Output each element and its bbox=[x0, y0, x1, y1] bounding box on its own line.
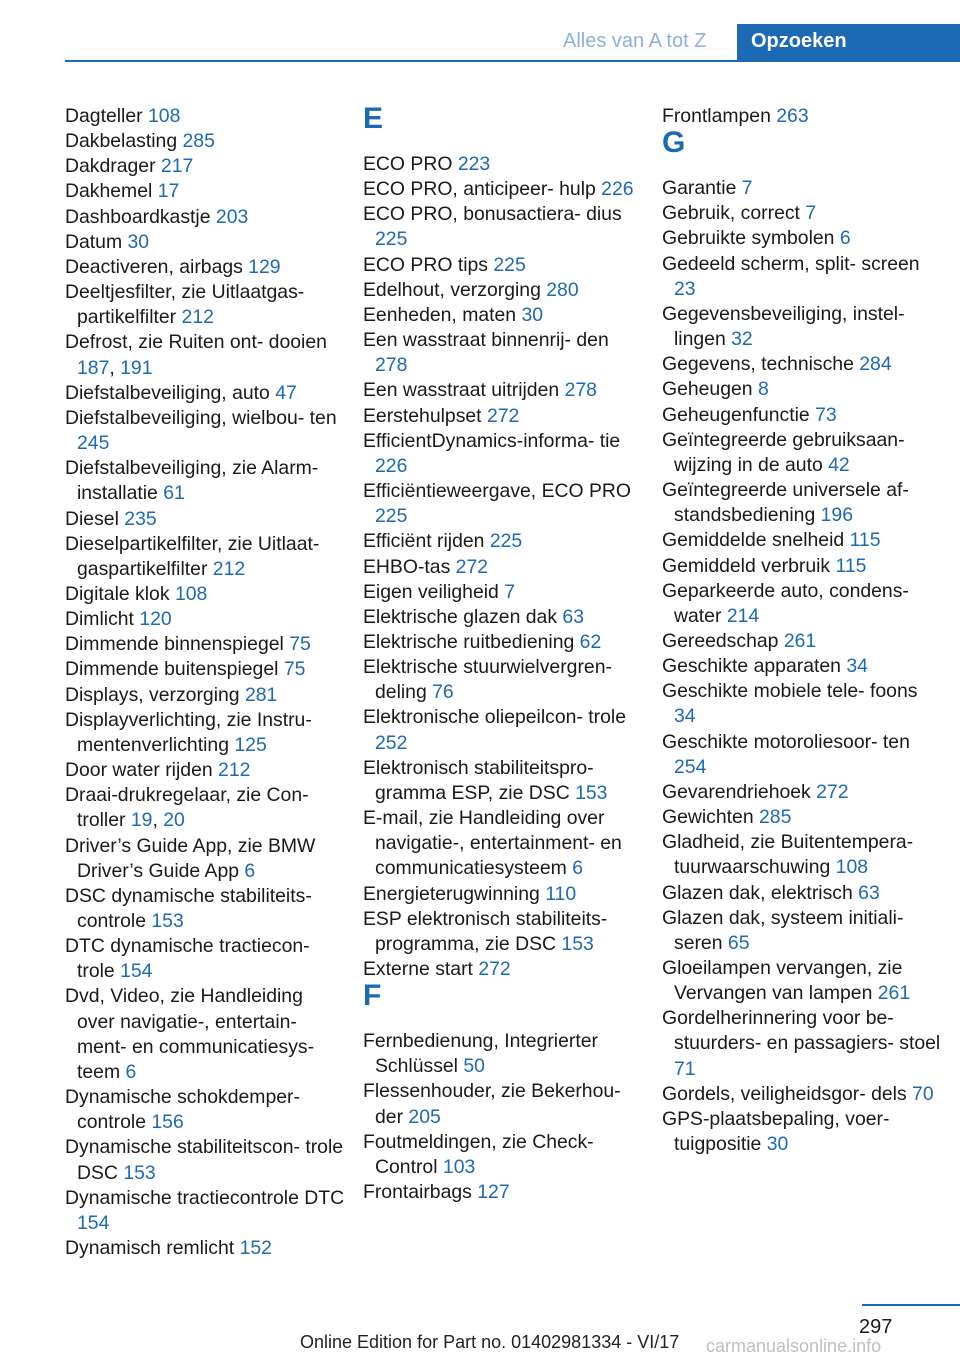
index-entry bbox=[363, 253, 643, 278]
entry-text: Geparkeerde auto, condens‐ water bbox=[662, 579, 909, 627]
entry-text: Gevarendriehoek bbox=[662, 780, 817, 803]
page-link[interactable]: 235 bbox=[124, 507, 157, 530]
page-link[interactable]: 63 bbox=[562, 605, 584, 628]
entry-text: Dimlicht bbox=[65, 608, 140, 631]
page-link[interactable]: 7 bbox=[805, 202, 817, 225]
index-entry bbox=[662, 302, 942, 352]
page-link[interactable]: 75 bbox=[283, 658, 306, 681]
page-link[interactable]: 61 bbox=[163, 482, 185, 505]
index-entry bbox=[65, 607, 345, 632]
entry-text: Efficiëntieweergave, ECO PRO bbox=[363, 480, 631, 503]
page-link[interactable]: 30 bbox=[127, 230, 150, 253]
index-entry bbox=[363, 378, 643, 403]
entry-text: Displays, verzorging bbox=[65, 683, 245, 706]
index-entry bbox=[662, 403, 942, 428]
page-number: 297 bbox=[859, 1316, 893, 1338]
entry-text: Geïntegreerde gebruiksaan‐ wijzing in de auto bbox=[662, 428, 905, 476]
page-link[interactable]: 278 bbox=[564, 379, 597, 402]
entry-text: Dashboardkastje bbox=[65, 205, 216, 228]
index-column-2 bbox=[363, 104, 643, 1205]
index-entry bbox=[363, 1130, 643, 1180]
entry-text: E-mail, zie Handleiding over navigatie-, entertainment- en communicatiesysteem bbox=[363, 807, 622, 880]
page-link[interactable]: 30 bbox=[766, 1133, 789, 1156]
index-entry bbox=[65, 758, 345, 783]
entry-text: DSC dynamische stabiliteits‐ controle bbox=[65, 884, 312, 932]
index-entry bbox=[65, 632, 345, 657]
entry-text: Dynamisch remlicht bbox=[65, 1237, 240, 1260]
index-column-3 bbox=[662, 104, 942, 1157]
index-entry bbox=[65, 934, 345, 984]
entry-text: Dieselpartikelfilter, zie Uitlaat‐ gaspartikelfilter bbox=[65, 532, 320, 580]
entry-text: Elektronisch stabiliteitspro‐ gramma ESP, zie DSC bbox=[363, 756, 594, 804]
entry-text: Elektrische ruitbediening bbox=[363, 630, 580, 653]
page-link[interactable]: 153 bbox=[151, 910, 184, 932]
section-letter: E bbox=[363, 102, 384, 135]
page-link[interactable]: 153 bbox=[575, 781, 608, 804]
entry-text: Fernbedienung, Integrierter Schlüssel bbox=[363, 1030, 598, 1078]
page-link[interactable]: 261 bbox=[877, 982, 911, 1005]
page-link[interactable]: 272 bbox=[816, 780, 849, 803]
page-link[interactable]: 127 bbox=[477, 1181, 510, 1204]
index-entry bbox=[363, 404, 643, 429]
entry-text: Foutmeldingen, zie Check- Control bbox=[363, 1130, 594, 1178]
page-link[interactable]: 153 bbox=[123, 1161, 156, 1184]
entry-text: ECO PRO bbox=[363, 153, 458, 175]
page-link[interactable]: 6 bbox=[125, 1060, 137, 1083]
index-entry bbox=[662, 679, 942, 729]
page-link[interactable]: 252 bbox=[375, 731, 408, 754]
entry-text: Driver’s Guide App, zie BMW Driver’s Guide App bbox=[65, 834, 316, 882]
entry-text: Eenheden, maten bbox=[363, 303, 522, 326]
index-entry bbox=[65, 834, 345, 884]
index-entry bbox=[65, 683, 345, 708]
page-link[interactable]: 42 bbox=[828, 453, 850, 476]
index-entry bbox=[363, 278, 643, 303]
index-entry bbox=[65, 179, 345, 204]
entry-text: Dvd, Video, zie Handleiding over navigatie-, entertain‐ ment- en communicatiesys‐ teem bbox=[65, 985, 315, 1083]
page-link[interactable]: 129 bbox=[248, 255, 281, 278]
index-entry bbox=[65, 657, 345, 682]
index-entry bbox=[363, 529, 643, 554]
page-link[interactable]: 272 bbox=[455, 555, 489, 578]
watermark: carmanualsonline.info bbox=[706, 1336, 882, 1356]
entry-text: Draai-drukregelaar, zie Con‐ troller bbox=[65, 784, 309, 832]
index-entry bbox=[363, 580, 643, 605]
entry-text: Dimmende buitenspiegel bbox=[65, 658, 284, 681]
entry-text: EfficientDynamics-informa‐ tie bbox=[363, 429, 621, 452]
index-entry bbox=[662, 780, 942, 805]
index-entry bbox=[363, 806, 643, 881]
index-entry bbox=[662, 805, 942, 830]
index-entry bbox=[662, 629, 942, 654]
tab-section-title[interactable]: Alles van A tot Z bbox=[563, 30, 707, 52]
entry-text: Deeltjesfilter, zie Uitlaatgas‐ partikelfilter bbox=[65, 281, 305, 329]
entry-text: ECO PRO tips bbox=[363, 253, 494, 276]
entry-text: Flessenhouder, zie Bekerhou‐ der bbox=[363, 1080, 621, 1128]
page-link[interactable]: 284 bbox=[859, 353, 892, 376]
entry-text: Gegevens, technische bbox=[662, 353, 860, 376]
index-entry bbox=[65, 582, 345, 607]
page-link[interactable]: 47 bbox=[275, 381, 297, 404]
entry-text: Een wasstraat binnenrij‐ den bbox=[363, 329, 609, 352]
entry-text: Gladheid, zie Buitentempera‐ tuurwaarschuwing bbox=[662, 831, 914, 879]
index-entry bbox=[65, 230, 345, 255]
index-entry bbox=[363, 479, 643, 529]
entry-text: Gereedschap bbox=[662, 629, 784, 652]
entry-text: Gloeilampen vervangen, zie Vervangen van lampen bbox=[662, 957, 903, 1005]
entry-text: Geschikte motoroliesoor‐ ten bbox=[662, 730, 910, 753]
page-link[interactable]: 154 bbox=[77, 1211, 110, 1234]
page-link[interactable]: 225 bbox=[375, 228, 408, 251]
index-entry bbox=[662, 226, 942, 251]
entry-text: Datum bbox=[65, 230, 128, 253]
index-entry bbox=[363, 1029, 643, 1079]
page-link[interactable]: 153 bbox=[561, 932, 594, 955]
index-entry bbox=[662, 528, 942, 553]
section-letter: G bbox=[662, 126, 686, 160]
entry-text: Gebruikte symbolen bbox=[662, 227, 840, 250]
entry-text: GPS-plaatsbepaling, voer‐ tuigpositie bbox=[662, 1107, 890, 1156]
page-link[interactable]: 115 bbox=[849, 529, 881, 552]
entry-text: Glazen dak, elektrisch bbox=[662, 881, 859, 904]
index-entry bbox=[363, 756, 643, 806]
page-link[interactable]: 73 bbox=[815, 403, 837, 426]
page-link[interactable]: 120 bbox=[139, 608, 172, 631]
page-link[interactable]: 17 bbox=[157, 180, 180, 203]
entry-text: Dynamische tractiecontrole DTC bbox=[65, 1186, 345, 1209]
entry-text: Edelhout, verzorging bbox=[363, 278, 547, 301]
entry-text: Externe start bbox=[363, 958, 479, 980]
page-link[interactable]: 6 bbox=[572, 857, 583, 880]
entry-text: Dakhemel bbox=[65, 180, 158, 203]
page-link[interactable]: 34 bbox=[846, 655, 868, 678]
entry-text: DTC dynamische tractiecon‐ trole bbox=[65, 935, 310, 983]
index-entry bbox=[662, 1107, 942, 1157]
index-entry bbox=[65, 129, 345, 154]
index-entry bbox=[65, 1186, 345, 1236]
entry-text: Defrost, zie Ruiten ont‐ dooien bbox=[65, 331, 327, 354]
footer-rule bbox=[862, 1304, 960, 1306]
index-entry bbox=[65, 1085, 345, 1135]
entry-text: Frontairbags bbox=[363, 1181, 478, 1204]
index-entry bbox=[65, 708, 345, 758]
page-link[interactable]: 156 bbox=[151, 1111, 184, 1134]
index-entry bbox=[662, 1006, 942, 1081]
entry-text: Gedeeld scherm, split‐ screen bbox=[662, 252, 920, 275]
page-link[interactable]: 212 bbox=[181, 306, 214, 329]
page-link[interactable]: 152 bbox=[239, 1237, 272, 1260]
index-entry bbox=[662, 352, 942, 377]
entry-text: Dakbelasting bbox=[65, 130, 183, 153]
entry-text: Deactiveren, airbags bbox=[65, 255, 249, 278]
page-link[interactable]: 280 bbox=[546, 278, 579, 301]
entry-text: Diesel bbox=[65, 507, 125, 530]
page-link[interactable]: 245 bbox=[77, 432, 110, 455]
page-link[interactable]: 254 bbox=[674, 755, 707, 778]
entry-text: Diefstalbeveiliging, zie Alarm‐ installatie bbox=[65, 457, 319, 505]
index-entry bbox=[662, 830, 942, 880]
entry-text: Dagteller bbox=[65, 105, 148, 127]
page-link[interactable]: 75 bbox=[289, 633, 311, 656]
index-entry bbox=[65, 205, 345, 230]
entry-text: Garantie bbox=[662, 177, 742, 200]
page-link[interactable]: 285 bbox=[182, 130, 215, 153]
index-entry bbox=[662, 730, 942, 780]
page-link[interactable]: 214 bbox=[726, 604, 760, 627]
index-entry bbox=[65, 330, 345, 380]
entry-text: ECO PRO, bonusactiera‐ dius bbox=[363, 203, 622, 226]
page-link[interactable]: 8 bbox=[757, 378, 769, 401]
entry-text: Gebruik, correct bbox=[662, 202, 806, 225]
entry-text: Dimmende binnenspiegel bbox=[65, 633, 290, 656]
index-entry bbox=[363, 177, 643, 202]
index-entry bbox=[65, 1236, 345, 1261]
index-entry bbox=[662, 1082, 942, 1107]
page-link[interactable]: 125 bbox=[234, 733, 267, 756]
page-link[interactable]: 263 bbox=[776, 105, 809, 127]
page-link[interactable]: 285 bbox=[759, 806, 792, 829]
entry-text: Geschikte apparaten bbox=[662, 655, 847, 678]
index-entry bbox=[65, 104, 345, 129]
entry-text: Elektrische glazen dak bbox=[363, 605, 563, 628]
entry-text: Diefstalbeveiliging, wielbou‐ ten bbox=[65, 406, 337, 429]
index-entry bbox=[65, 255, 345, 280]
index-entry bbox=[662, 377, 942, 402]
page-link[interactable]: 205 bbox=[408, 1105, 441, 1128]
entry-text: EHBO-tas bbox=[363, 555, 456, 578]
entry-text: Een wasstraat uitrijden bbox=[363, 379, 565, 402]
index-entry bbox=[363, 1079, 643, 1129]
page-link[interactable]: 6 bbox=[244, 859, 256, 882]
entry-text: Energieterugwinning bbox=[363, 882, 546, 905]
page-link[interactable]: 50 bbox=[463, 1055, 485, 1078]
entry-text: Door water rijden bbox=[65, 759, 219, 782]
entry-text: Diefstalbeveiliging, auto bbox=[65, 381, 276, 404]
entry-text: , bbox=[152, 809, 164, 832]
index-entry bbox=[662, 176, 942, 201]
page-link[interactable]: 225 bbox=[493, 253, 526, 276]
entry-text: ECO PRO, anticipeer‐ hulp bbox=[363, 178, 602, 201]
index-entry bbox=[662, 201, 942, 226]
page-link[interactable]: 278 bbox=[375, 354, 408, 377]
index-entry bbox=[65, 456, 345, 506]
entry-text: Geheugen bbox=[662, 378, 758, 401]
index-entry bbox=[363, 429, 643, 479]
index-entry bbox=[363, 907, 643, 957]
page-link[interactable]: 272 bbox=[478, 958, 511, 980]
page-link[interactable]: 65 bbox=[727, 931, 750, 954]
entry-text: Dakdrager bbox=[65, 155, 161, 178]
entry-text: Geheugenfunctie bbox=[662, 403, 816, 426]
entry-text: Elektrische stuurwielvergren‐ deling bbox=[363, 656, 612, 704]
page-link[interactable]: 76 bbox=[432, 681, 454, 704]
entry-text: Gewichten bbox=[662, 806, 760, 829]
index-entry bbox=[662, 554, 942, 579]
page-link[interactable]: 20 bbox=[163, 809, 185, 832]
entry-text: Displayverlichting, zie Instru‐ mentenverlichting bbox=[65, 708, 312, 756]
entry-text: Dynamische stabiliteitscon‐ trole DSC bbox=[65, 1136, 344, 1184]
index-entry bbox=[65, 532, 345, 582]
page-link[interactable]: 62 bbox=[579, 630, 602, 653]
entry-text: Digitale klok bbox=[65, 582, 175, 605]
index-entry bbox=[65, 1135, 345, 1185]
entry-text: Elektronische oliepeilcon‐ trole bbox=[363, 706, 626, 729]
entry-text: Gordelherinnering voor be‐ stuurders- en passagiers‐ stoel bbox=[662, 1007, 941, 1055]
page-link[interactable]: 196 bbox=[820, 504, 853, 527]
entry-text: Gegevensbeveiliging, instel‐ lingen bbox=[662, 302, 905, 351]
entry-text: Geschikte mobiele tele‐ foons bbox=[662, 680, 918, 703]
page-link[interactable]: 203 bbox=[215, 205, 249, 228]
index-entry bbox=[662, 906, 942, 956]
page-link[interactable]: 191 bbox=[120, 356, 153, 379]
entry-text: Eigen veiligheid bbox=[363, 580, 505, 603]
index-entry bbox=[363, 152, 643, 177]
index-entry bbox=[363, 882, 643, 907]
index-entry bbox=[363, 555, 643, 580]
page-link[interactable]: 217 bbox=[160, 155, 194, 178]
index-entry bbox=[662, 881, 942, 906]
index-entry bbox=[65, 884, 345, 934]
page-link[interactable]: 212 bbox=[218, 759, 251, 782]
entry-text: Geïntegreerde universele af‐ standsbediening bbox=[662, 479, 909, 527]
index-entry bbox=[662, 428, 942, 478]
index-entry bbox=[363, 605, 643, 630]
page-link[interactable]: 281 bbox=[244, 683, 278, 706]
entry-text: Gemiddelde snelheid bbox=[662, 529, 850, 552]
page-link[interactable]: 154 bbox=[120, 960, 153, 983]
index-entry bbox=[662, 956, 942, 1006]
page-link[interactable]: 108 bbox=[174, 582, 208, 605]
index-column-1 bbox=[65, 104, 345, 1261]
index-entry bbox=[65, 984, 345, 1085]
page-link[interactable]: 6 bbox=[839, 227, 851, 250]
index-entry bbox=[662, 478, 942, 528]
index-entry bbox=[363, 328, 643, 378]
index-entry bbox=[363, 202, 643, 252]
page-link[interactable]: 212 bbox=[212, 557, 246, 580]
index-entry bbox=[363, 1180, 643, 1205]
entry-text: ESP elektronisch stabiliteits‐ programma, zie DSC bbox=[363, 907, 608, 955]
page-link[interactable]: 272 bbox=[486, 404, 520, 427]
edition-note: Online Edition for Part no. 01402981334 - VI/17 bbox=[300, 1332, 680, 1352]
index-entry bbox=[363, 705, 643, 755]
page-link[interactable]: 226 bbox=[375, 454, 408, 477]
entry-text: Gordels, veiligheidsgor‐ dels bbox=[662, 1082, 913, 1105]
index-entry bbox=[662, 579, 942, 629]
page-link[interactable]: 223 bbox=[457, 153, 491, 175]
page-link[interactable]: 110 bbox=[545, 882, 577, 905]
index-entry bbox=[65, 783, 345, 833]
page-link[interactable]: 225 bbox=[375, 505, 408, 528]
page-link[interactable]: 108 bbox=[835, 856, 869, 879]
page-link[interactable]: 34 bbox=[674, 705, 696, 728]
page-link[interactable]: 30 bbox=[521, 303, 544, 326]
page-link[interactable]: 115 bbox=[835, 554, 867, 577]
index-entry bbox=[65, 406, 345, 456]
page-link[interactable]: 71 bbox=[674, 1057, 696, 1080]
page-link[interactable]: 108 bbox=[148, 105, 181, 127]
page-link[interactable]: 19 bbox=[130, 809, 153, 832]
page-link[interactable]: 23 bbox=[674, 277, 696, 300]
entry-text: Frontlampen bbox=[662, 105, 777, 127]
page-link[interactable]: 32 bbox=[731, 328, 753, 351]
index-entry bbox=[65, 154, 345, 179]
index-entry bbox=[65, 507, 345, 532]
index-entry bbox=[363, 303, 643, 328]
index-entry bbox=[65, 381, 345, 406]
entry-text: Dynamische schokdemper‐ controle bbox=[65, 1086, 300, 1134]
page-link[interactable]: 70 bbox=[912, 1082, 934, 1105]
page-link[interactable]: 63 bbox=[858, 881, 880, 904]
page-link[interactable]: 261 bbox=[783, 629, 817, 652]
page-link[interactable]: 103 bbox=[442, 1155, 476, 1178]
entry-text: Efficiënt rijden bbox=[363, 530, 490, 553]
entry-text: Gemiddeld verbruik bbox=[662, 554, 836, 577]
entry-text: Glazen dak, systeem initiali‐ seren bbox=[662, 906, 904, 954]
page-link[interactable]: 7 bbox=[504, 580, 516, 603]
index-entry bbox=[363, 630, 643, 655]
index-entry bbox=[662, 654, 942, 679]
page-link[interactable]: 7 bbox=[741, 177, 753, 200]
entry-text: , bbox=[109, 356, 121, 379]
page-link[interactable]: 225 bbox=[489, 530, 523, 553]
tab-opzoeken[interactable]: Opzoeken bbox=[737, 24, 960, 62]
entry-text: Eerstehulpset bbox=[363, 404, 487, 427]
page-link[interactable]: 226 bbox=[601, 178, 634, 201]
index-entry bbox=[662, 252, 942, 302]
index-entry bbox=[363, 655, 643, 705]
section-letter: F bbox=[363, 979, 382, 1013]
index-entry bbox=[65, 280, 345, 330]
page-link[interactable]: 187 bbox=[77, 356, 110, 379]
